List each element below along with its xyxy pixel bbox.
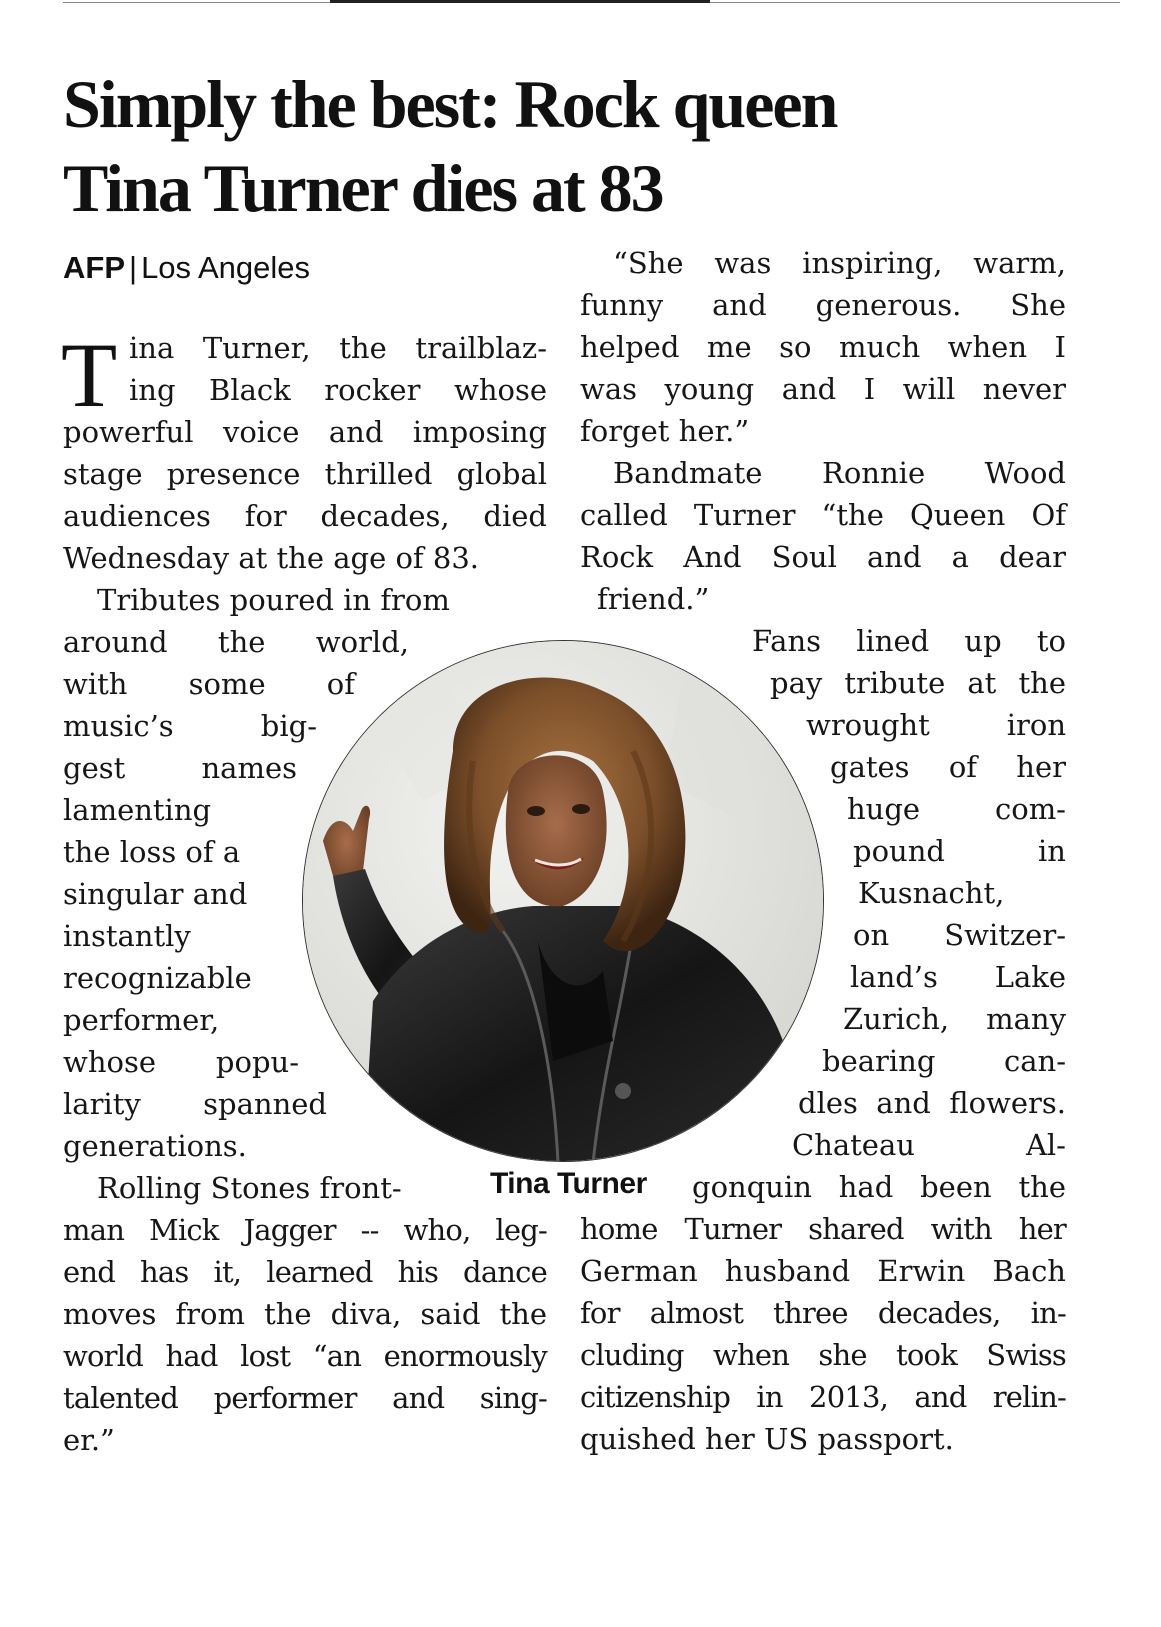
col1-line: er.” [63,1423,115,1457]
col2-line: home Turner shared with her [580,1212,1066,1246]
col2-line: pay tribute at the [770,666,1066,700]
photo-illustration [303,641,824,1162]
col1-line: singular and [63,877,248,911]
col1-line: Tributes poured in from [97,583,450,617]
col1-line: end has it, learned his dance [63,1255,547,1289]
photo-caption: Tina Turner [490,1167,647,1200]
col2-line: wrought iron [806,708,1066,742]
col1-line: powerful voice and imposing [63,415,547,449]
col1-line: recognizable [63,961,252,995]
col2-line: quished her US passport. [580,1422,954,1456]
col1-line: audiences for decades, died [63,499,547,533]
byline-agency: AFP [63,250,125,285]
col2-line: on Switzer- [853,918,1066,952]
col1-line: around the world, [63,625,409,659]
col1-line: with some of [63,667,355,701]
col2-line: Zurich, many [843,1002,1066,1036]
col2-line: was young and I will never [580,372,1066,406]
col2-line: for almost three decades, in- [580,1296,1066,1330]
col2-line: called Turner “the Queen Of [580,498,1066,532]
col1-line: ing Black rocker whose [129,373,547,407]
col1-line: talented performer and sing- [63,1381,547,1415]
col2-line: Chateau Al- [792,1128,1066,1162]
col1-line: performer, [63,1003,220,1037]
headline [63,62,1123,230]
col2-line: funny and generous. She [580,288,1066,322]
col2-line: dles and flowers. [798,1086,1066,1120]
col2-line: bearing can- [822,1044,1066,1078]
byline-location: Los Angeles [141,250,310,285]
col2-line: Bandmate Ronnie Wood [613,456,1066,490]
col2-line: Fans lined up to [752,624,1066,658]
col2-line: gonquin had been the [692,1170,1066,1204]
col2-line: huge com- [847,792,1066,826]
col2-line: forget her.” [580,414,750,448]
col1-line: man Mick Jagger -- who, leg- [63,1213,547,1247]
col1-line: world had lost “an enormously [63,1339,547,1373]
col1-line: music’s big- [63,709,317,743]
drop-cap: T [61,324,118,426]
byline [63,248,310,288]
col2-line: Kusnacht, [858,876,1005,910]
col2-line: “She was inspiring, warm, [613,246,1066,280]
col2-line: gates of her [830,750,1066,784]
top-rule-accent [330,0,710,3]
col2-line: citizenship in 2013, and relin- [580,1380,1066,1414]
headline-line-2: Tina Turner dies at 83 [63,150,663,226]
col1-line: whose popu- [63,1045,299,1079]
col1-line: Wednesday at the age of 83. [63,541,479,575]
byline-separator: | [129,250,138,285]
col2-line: pound in [853,834,1066,868]
col2-line: helped me so much when I [580,330,1066,364]
col1-line: stage presence thrilled global [63,457,547,491]
col2-line: Rock And Soul and a dear [580,540,1066,574]
col2-line: German husband Erwin Bach [580,1254,1066,1288]
col1-line: ina Turner, the trailblaz- [129,331,547,365]
col1-line: lamenting [63,793,212,827]
col2-line: friend.” [597,582,710,616]
tina-turner-photo [302,640,824,1162]
col1-line: Rolling Stones front- [97,1171,402,1205]
col1-line: larity spanned [63,1087,327,1121]
col2-line: cluding when she took Swiss [580,1338,1066,1372]
col1-line: generations. [63,1129,247,1163]
col1-line: the loss of a [63,835,241,869]
col2-line: land’s Lake [850,960,1066,994]
col1-line: instantly [63,919,191,953]
col1-line: gest names [63,751,297,785]
headline-line-1: Simply the best: Rock queen [63,66,837,142]
col1-line: moves from the diva, said the [63,1297,547,1331]
